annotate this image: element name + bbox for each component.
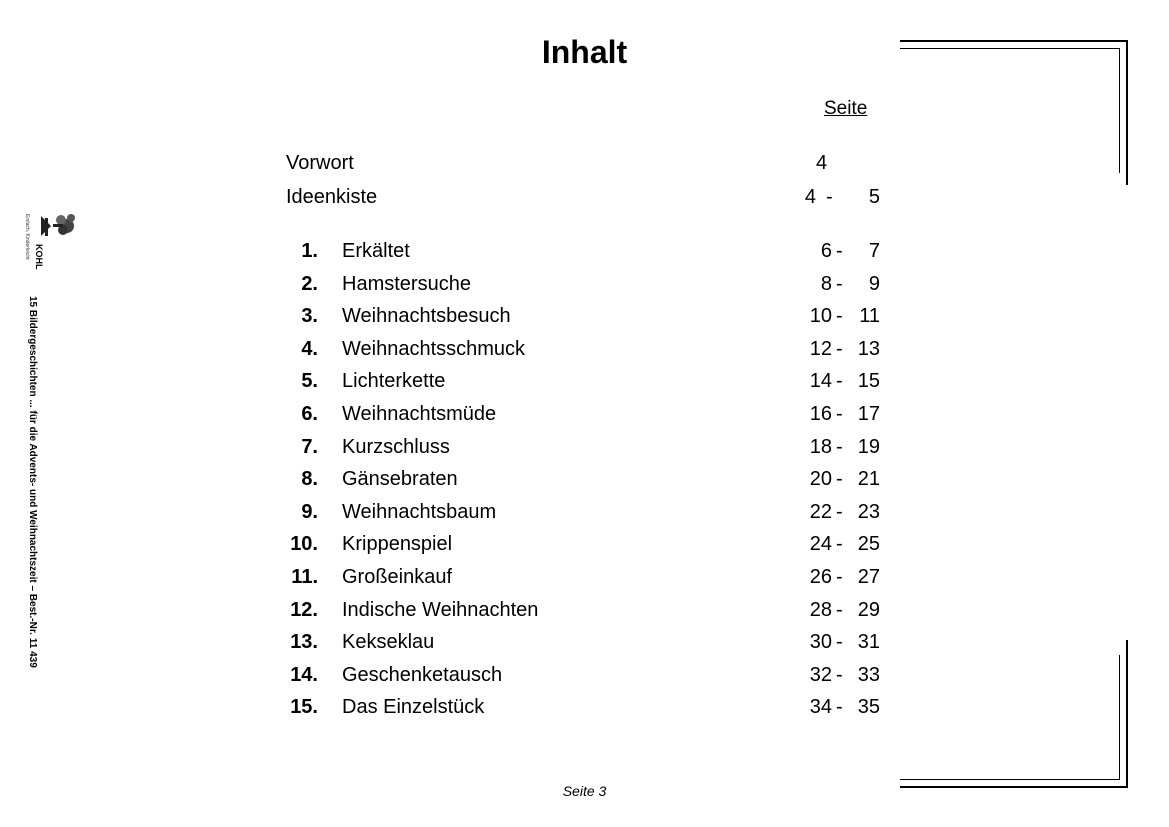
toc-chapter-row bbox=[286, 696, 886, 724]
chapter-title: Gänsebraten bbox=[342, 468, 458, 491]
toc-chapter-row bbox=[286, 273, 886, 301]
chapter-number: 4. bbox=[301, 337, 318, 360]
page-dash: - bbox=[836, 468, 843, 491]
chapter-number: 12. bbox=[290, 598, 318, 621]
chapter-title: Hamstersuche bbox=[342, 272, 471, 295]
toc-entry-ideenkiste bbox=[286, 186, 886, 214]
chapter-number: 7. bbox=[301, 435, 318, 458]
page-from: 24 bbox=[809, 533, 832, 556]
page-to: 19 bbox=[857, 435, 880, 458]
chapter-number: 10. bbox=[290, 533, 318, 556]
chapter-number: 15. bbox=[290, 696, 318, 719]
chapter-title: Kurzschluss bbox=[342, 435, 450, 458]
page-from: 10 bbox=[809, 305, 832, 328]
chapter-title: Weihnachtsschmuck bbox=[342, 337, 526, 360]
chapter-title: Lichterkette bbox=[342, 370, 446, 393]
chapter-number: 8. bbox=[301, 468, 318, 491]
page-to: 27 bbox=[857, 566, 880, 588]
page-to: 11 bbox=[859, 305, 880, 328]
page-column-header: Seite bbox=[824, 98, 868, 119]
toc-chapter-row bbox=[286, 370, 886, 398]
page-from: 30 bbox=[809, 631, 832, 654]
page-to: 9 bbox=[868, 272, 880, 295]
page-dash: - bbox=[836, 370, 843, 393]
chapter-number: 2. bbox=[301, 272, 318, 295]
spine-title: 15 Bildergeschichten ... für die Advents- und Weihnachtszeit – Best.-Nr. 11 439 bbox=[27, 296, 38, 668]
page-from: 32 bbox=[809, 663, 832, 686]
chapter-number: 11. bbox=[291, 566, 318, 588]
chapter-title: Großeinkauf bbox=[342, 566, 453, 588]
chapter-number: 14. bbox=[290, 663, 318, 686]
page-dash: - bbox=[836, 337, 843, 360]
toc-chapter-row bbox=[286, 305, 886, 333]
page-to: 5 bbox=[868, 186, 880, 208]
chapter-title: Erkältet bbox=[342, 240, 410, 262]
page-from: 6 bbox=[820, 240, 832, 262]
page-dash: - bbox=[836, 696, 843, 719]
page-from: 16 bbox=[809, 403, 832, 425]
chapter-title: Geschenketausch bbox=[342, 663, 503, 686]
page-from: 14 bbox=[809, 370, 832, 393]
page-to: 7 bbox=[868, 240, 880, 262]
page-to: 15 bbox=[857, 370, 880, 393]
page-to: 17 bbox=[857, 403, 880, 425]
page-title: Inhalt bbox=[541, 34, 628, 70]
page-to: 33 bbox=[857, 663, 880, 686]
publisher-tagline: Einfach, Kinderleicht bbox=[24, 214, 30, 260]
page-to: 21 bbox=[857, 468, 880, 491]
toc-chapter-row bbox=[286, 631, 886, 659]
page-dash: - bbox=[836, 631, 843, 654]
page-dash: - bbox=[836, 305, 843, 328]
chapter-number: 9. bbox=[301, 500, 318, 523]
page-number: 4 bbox=[816, 152, 828, 174]
page-from: 22 bbox=[809, 500, 832, 523]
page-from: 8 bbox=[820, 272, 832, 295]
chapter-title: Weihnachtsbaum bbox=[342, 500, 497, 523]
frame-line-top-inner bbox=[900, 48, 1120, 49]
page-from: 26 bbox=[809, 566, 832, 588]
page-from: 18 bbox=[809, 435, 832, 458]
toc-chapter-row bbox=[286, 664, 886, 692]
chapter-title: Krippenspiel bbox=[342, 533, 453, 556]
chapter-number: 6. bbox=[301, 403, 318, 425]
frame-line-bottom-outer bbox=[900, 786, 1128, 788]
frame-line-right-inner-bottom bbox=[1119, 655, 1120, 780]
toc-chapter-row bbox=[286, 436, 886, 464]
page-from: 28 bbox=[809, 598, 832, 621]
publisher-name: KOHL bbox=[34, 244, 44, 270]
chapter-title: Indische Weihnachten bbox=[342, 598, 539, 621]
chapter-number: 3. bbox=[301, 305, 318, 328]
chapter-number: 5. bbox=[301, 370, 318, 393]
frame-line-right-outer-bottom bbox=[1126, 640, 1128, 787]
chapter-title: Das Einzelstück bbox=[342, 696, 485, 719]
frame-line-right-outer-top bbox=[1126, 40, 1128, 185]
chapter-number: 1. bbox=[301, 240, 318, 262]
chapter-title: Kekseklau bbox=[342, 631, 435, 654]
page-dash: - bbox=[836, 403, 843, 425]
page-dash: - bbox=[836, 500, 843, 523]
frame-line-right-inner-top bbox=[1119, 48, 1120, 173]
toc-chapter-row bbox=[286, 403, 886, 431]
toc-chapter-row bbox=[286, 338, 886, 366]
toc-chapter-row bbox=[286, 599, 886, 627]
chapter-number: 13. bbox=[290, 631, 318, 654]
chapter-title: Weihnachtsbesuch bbox=[342, 305, 511, 328]
toc-chapter-row bbox=[286, 533, 886, 561]
frame-line-top-outer bbox=[900, 40, 1128, 42]
page-footer: Seite 3 bbox=[562, 783, 607, 799]
page-from: 12 bbox=[809, 337, 832, 360]
page-dash: - bbox=[836, 566, 843, 588]
frame-line-bottom-inner bbox=[900, 779, 1120, 780]
toc-entry-label: Vorwort bbox=[286, 152, 354, 174]
page-from: 34 bbox=[809, 696, 832, 719]
toc-entry-vorwort bbox=[286, 152, 886, 180]
toc-chapter-row bbox=[286, 501, 886, 529]
page-dash: - bbox=[836, 240, 843, 262]
toc-entry-label: Ideenkiste bbox=[286, 186, 378, 208]
page-from: 4 bbox=[804, 186, 816, 208]
page-dash: - bbox=[836, 663, 843, 686]
page-dash: - bbox=[836, 598, 843, 621]
page-to: 13 bbox=[857, 337, 880, 360]
page-to: 23 bbox=[857, 500, 880, 523]
page-to: 29 bbox=[857, 598, 880, 621]
page-to: 31 bbox=[857, 631, 880, 654]
page-to: 35 bbox=[857, 696, 880, 719]
page-dash: - bbox=[836, 272, 843, 295]
toc-chapter-row bbox=[286, 468, 886, 496]
toc-chapter-row bbox=[286, 566, 886, 594]
page-from: 20 bbox=[809, 468, 832, 491]
toc-chapter-row bbox=[286, 240, 886, 268]
chapter-title: Weihnachtsmüde bbox=[342, 403, 497, 425]
page-dash: - bbox=[836, 435, 843, 458]
page-dash: - bbox=[826, 186, 833, 208]
page-to: 25 bbox=[857, 533, 880, 556]
page-dash: - bbox=[836, 533, 843, 556]
